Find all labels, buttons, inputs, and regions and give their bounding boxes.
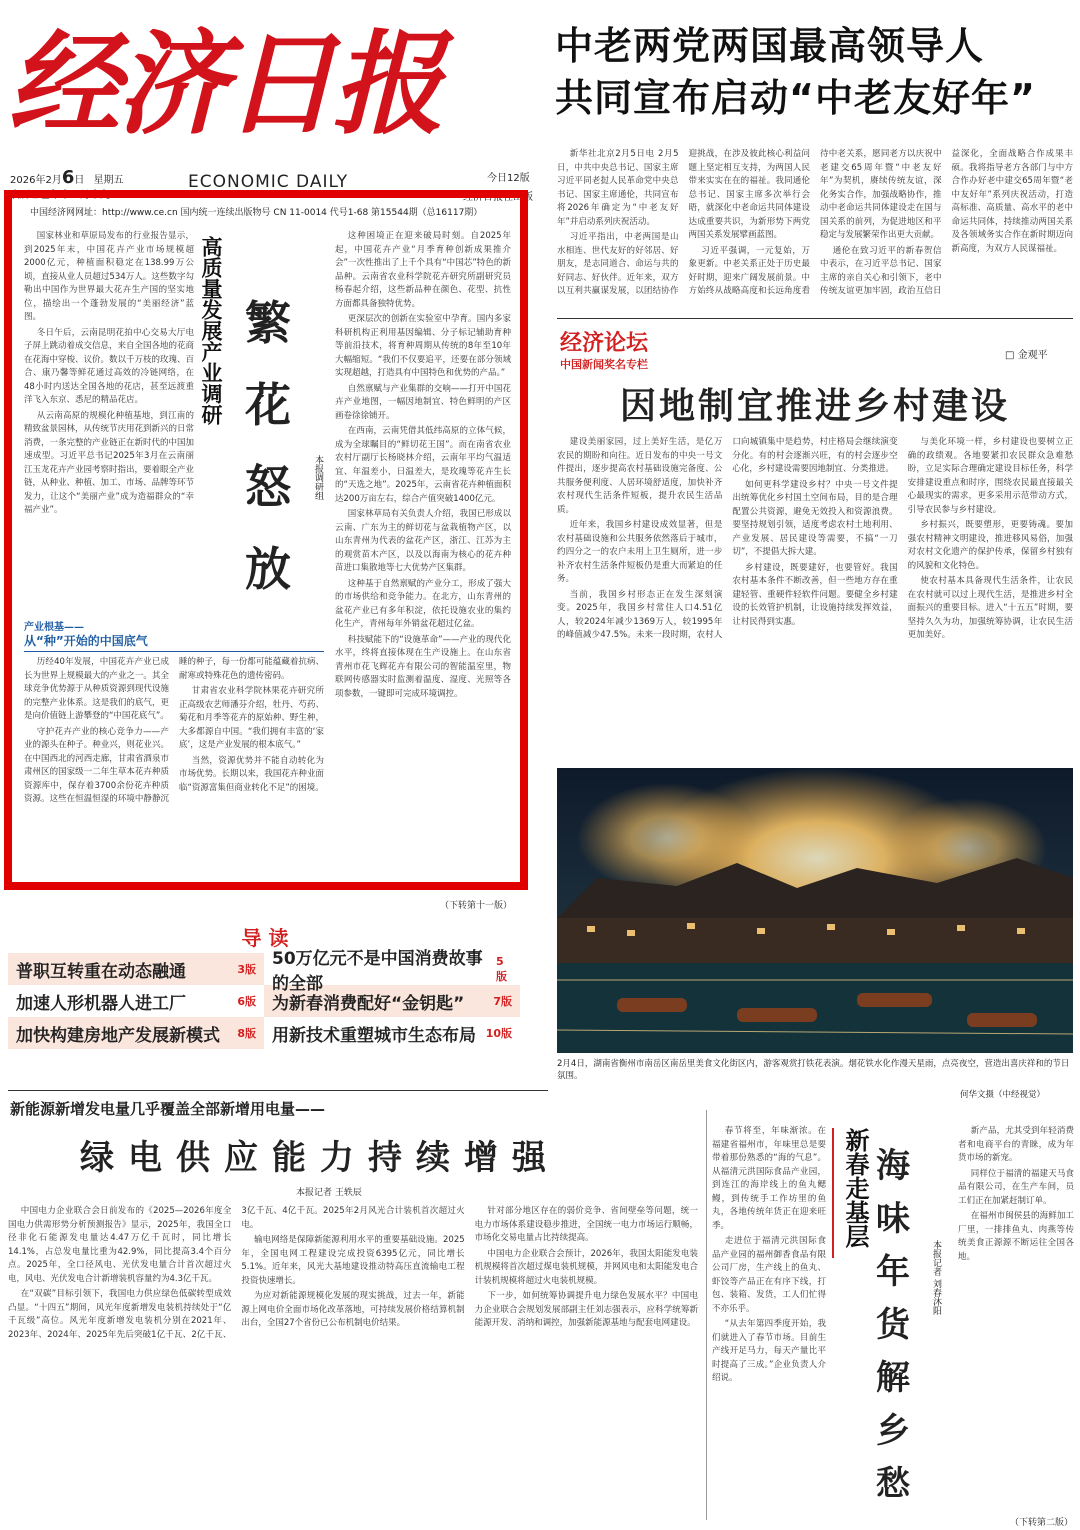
headline-char: 海: [876, 1146, 910, 1186]
newyear-byline: 本报记者 刘春沐阳: [931, 1240, 941, 1315]
paragraph: 为应对新能源规模化发展的现实挑战，过去一年，新能源上网电价全面市场化改革落地，可持续发展价格结算机制出台，全国27个省份已公布机制电价结果。: [241, 1291, 465, 1328]
paragraph: 针对部分地区存在的弱价竞争、省间壁垒等问题，统一电力市场体系建设稳步推进，全国统一电力市场运行顺畅，市场化交易电量占比持续提高。: [474, 1206, 698, 1243]
nav-item-page: 5版: [496, 954, 508, 983]
paragraph: “从去年第四季度开始，我们就进入了春节市场。目前生产线开足马力，每天产量比平时提高了三成。”企业负责人介绍说。: [712, 1319, 826, 1383]
paragraph: 同样位于福清的福建天马食品有限公司，在生产车间，员工们正在加紧赶制订单。: [958, 1168, 1074, 1206]
divider: [557, 318, 1073, 319]
paragraph: 新产品，尤其受到年轻消费者和电商平台的青睐，成为年货市场的新宠。: [958, 1126, 1074, 1163]
paragraph: 建设美丽家园，过上美好生活，是亿万农民的期盼和向往。近日发布的中央一号文件提出，逐步提高农村基础设施完备度、公共服务便利度、人居环境舒适度，加快补齐农村现代生活条件短板，提升农民生活品质。: [557, 437, 723, 515]
nav-item-page: 10版: [485, 1027, 512, 1040]
paragraph: 当然，资源优势并不能自动转化为市场优势。长期以来，我国花卉种业面临“资源富集但商业转化不足”的困境。: [179, 755, 324, 793]
paragraph: 输电网络是保障新能源利用水平的重要基础设施。2025年，全国电网工程建设完成投资6395亿元，同比增长5.1%。近年来，风光大基地建设推动特高压直流输电工程投资快速增长。: [241, 1235, 465, 1286]
paragraph: 守护花卉产业的核心竞争力——产业的源头在种子。种业兴，则花业兴。在中国西北的河西走廊，甘肃省酒泉市肃州区的国家级一二年生草本花卉种质资源库中，保存着3700余份花卉种质资源。这些在恒温恒湿的环境中静静沉睡的种子，每一份都可能蕴藏着抗病、耐寒或特殊花色的遗传密码。: [24, 657, 324, 804]
photo-credit: 何华文摄（中经视觉）: [960, 1090, 1046, 1100]
news-photo: [557, 768, 1073, 1053]
paragraph: 下一步，如何统筹协调提升电力绿色发展水平？中国电力企业联合会规划发展部副主任刘志强表示，应科学统筹新能源开发、消纳和调控，加强新能源基地与配套电网建设。: [474, 1291, 698, 1328]
date-day-suffix: 日: [74, 175, 85, 186]
divider: [8, 1090, 548, 1091]
nav-item-label: 用新技术重塑城市生态布局: [272, 1025, 476, 1046]
nav-item-label: 加快构建房地产发展新模式: [16, 1025, 220, 1046]
paragraph: 乡村建设，既要建好，也要管好。我国农村基本条件不断改善，但一些地方存在重建轻管、重硬件轻软件问题。要健全乡村建设的长效管护机制，让设施持续发挥效益，让村民得到实惠。: [732, 562, 898, 627]
paragraph: 在福州市闽侯县的海鲜加工厂里，一排排鱼丸、肉燕等传统美食正源源不断运往全国各地。: [958, 1211, 1074, 1262]
forum-column-name: 经济论坛: [560, 326, 648, 357]
feature-body-left: [24, 230, 194, 610]
headline-char: 繁: [245, 296, 291, 350]
paragraph: 国家林草局有关负责人介绍，我国已形成以云南、广东为主的鲜切花与盆栽植物产区，以山东青州为代表的盆花产区，浙江、江苏为主的观赏苗木产区，以及以海南为核心的花卉种苗进口集散地等七大优势产区集群。: [335, 509, 511, 573]
paragraph: 通伦在致习近平的新春贺信中表示，在习近平总书记、国家主席的亲自关心和引领下，老中传统友谊更加牢固，政治互信日益深化，全面战略合作成果丰硕。我将指导老方各部门与中方合作办好老中建交65周年暨“老中友好年”系列庆祝活动，打造高标准、高质量、高水平的老中命运共同体，持续推动两国关系及各领域务实合作在新时期迈向新高度，为双方人民谋福祉。: [820, 149, 1073, 296]
paragraph: 这种困境正在迎来破局时刻。自2025年起，中国花卉产业“月季育种创新成果推介会”一次性推出了上千个具有“中国芯”特色的新品种。云南省农业科学院花卉研究所副研究员杨春起介绍，这些新品种在颜色、花型、抗性方面都具备独特优势。: [335, 231, 511, 309]
feature-continued: （下转第十一版）: [440, 901, 513, 911]
forum-body: [557, 436, 1073, 756]
site-line: 中国经济网网址：http://www.ce.cn 国内统一连续出版物号 CN 11-0014 代号1-68 第15544期（总16117期）: [30, 208, 483, 218]
paragraph: 新华社北京2月5日电 2月5日，中共中央总书记、国家主席习近平同老挝人民革命党中央总书记、国家主席通伦，共同宣布将2026年确定为“中老友好年”并启动系列庆祝活动。: [557, 149, 679, 227]
headline-char: 味: [876, 1199, 910, 1239]
energy-byline: 本报记者 王轶辰: [296, 1188, 362, 1198]
feature-subsection-title: 从“种”开始的中国底气: [24, 632, 324, 652]
paragraph: 这种基于自然禀赋的产业分工，形成了强大的市场供给和竞争能力。在北方，山东青州的盆花产业已有多年积淀，依托设施农业的集约化生产，青州每年外销盆花超过亿盆。: [335, 578, 511, 629]
paragraph: 中国电力企业联合会预计，2026年，我国太阳能发电装机规模将首次超过煤电装机规模，并网风电和太阳能发电合计装机规模将超过火电装机规模。: [474, 1248, 698, 1286]
feature-kicker: 高质量发展产业调研: [199, 236, 223, 425]
forum-author: □ 金观平: [1005, 350, 1048, 361]
paragraph: 当前，我国乡村形态正在发生深刻演变。2025年，我国乡村常住人口4.51亿人，较2024年减少1369万人，较1995年的峰值减少47.5%。未来一段时期，农村人口向城镇集中是趋势，村庄格局会继续演变分化。有的村会逐渐兴旺，有的村会逐步空心化，乡村建设需要因地制宜、分类推进。: [557, 437, 898, 640]
nav-item-page: 6版: [237, 995, 256, 1008]
nav-item-page: 7版: [493, 995, 512, 1008]
paragraph: 冬日午后，云南昆明花拍中心交易大厅电子屏上跳动着成交信息，来自全国各地的花商在花海中穿梭、议价。数以千万枝的玫瑰、百合、康乃馨等鲜花通过高效的冷链网络，在48小时内送达全国各地的花店，甚至远渡重洋飞入东京、悉尼的精品花店。: [24, 327, 194, 405]
nav-item[interactable]: [8, 953, 264, 985]
paragraph: 甘肃省农业科学院林果花卉研究所正高级农艺师潘芬介绍，牡丹、芍药、菊花和月季等花卉的原始种、野生种，大多都源自中国。“我们拥有丰富的‘家底’，这是产业发展的根本底气。”: [179, 686, 324, 750]
weekday: 星期五: [93, 175, 124, 186]
newyear-continued: （下转第二版）: [1010, 1518, 1074, 1528]
feature-headline: [238, 282, 298, 610]
divider: [706, 1110, 707, 1520]
paragraph: 近年来，我国乡村建设成效显著，但是农村基础设施和公共服务依然落后于城市，约四分之一的农户未用上卫生厕所，进一步补齐农村生活条件短板仍是重大而紧迫的任务。: [557, 520, 723, 584]
lunar-date: 农历乙巳年十二月十九: [10, 190, 110, 201]
newyear-body-right: [958, 1125, 1074, 1515]
paragraph: 与美化环境一样，乡村建设也要树立正确的政绩观。各地要紧扣农民群众急难愁盼，立足实际合理确定建设目标任务，科学安排建设重点和时序，围绕农民最直接最关心最现实的需求，更多采用示范带动方式，引导农民参与乡村建设。: [907, 437, 1073, 515]
paragraph: 从云南高原的规模化种植基地，到江南的精致盆景园林，从传统节庆用花到新兴的日常消费，一条完整的产业链正在新时代的中国加速成型。习近平总书记2025年3月在云南丽江玉龙花卉产业园考察时指出，要着眼全产业链，从种业、种植、加工、市场、品牌等环节发力，让这个“美丽产业”成为造福群众的“幸福产业”。: [24, 410, 194, 515]
nav-box: [8, 949, 520, 1049]
nav-item-label: 50万亿元不是中国消费故事的全部: [272, 949, 483, 994]
feature-subsection-tag: 产业根基——: [24, 622, 84, 633]
energy-headline: 绿电供应能力持续增强: [80, 1138, 560, 1178]
paragraph: 乡村振兴，既要塑形，更要铸魂。要加强农村精神文明建设，推进移风易俗，加强对农村文化遗产的保护传承，保留乡村独有的风貌和文化特色。: [907, 520, 1073, 571]
lead-headline-line1: 中老两党两国最高领导人: [555, 24, 985, 68]
paragraph: 中国电力企业联合会日前发布的《2025—2026年度全国电力供需形势分析预测报告》显示，2025年，我国全口径非化石能源发电量达4.47万亿千瓦时，同比增长14.1%，占总发电量比重为42.9%，同比提高3.4个百分点。2025年，全口径风电、光伏发电量合计首次超过火电，风电、光伏发电合计新增装机容量约为4.3亿千瓦。: [8, 1206, 232, 1284]
paragraph: 在“双碳”目标引领下，我国电力供应绿色低碳转型成效凸显。“十四五”期间，风光年度新增发电装机持续处于“亿千瓦级”高位。风光年度新增发电装机分别在2021年、2023年、2024年、2025年先后突破1亿千瓦、2亿千瓦、3亿千瓦、4亿千瓦。2025年2月风光合计装机首次超过火电。: [8, 1206, 465, 1340]
nav-item[interactable]: [8, 985, 264, 1017]
paragraph: 自然禀赋与产业集群的交响——打开中国花卉产业地图，一幅因地制宜、特色鲜明的产区画卷徐徐铺开。: [335, 383, 511, 421]
publisher: 经济日报社出版: [463, 192, 533, 203]
headline-char: 花: [245, 378, 291, 432]
date: 2026年2月: [10, 175, 62, 186]
page-count: 今日12版: [487, 173, 530, 184]
headline-char: 放: [245, 542, 291, 596]
forum-headline: 因地制宜推进乡村建设: [619, 385, 1010, 427]
paragraph: 历经40年发展，中国花卉产业已成长为世界上规模最大的产业之一。其全球竞争优势源于从种质资源到现代设施的完整产业体系。这是我们的底气，更是向价值链上游攀登的“中国花底气”。: [24, 657, 169, 721]
headline-char: 愁: [876, 1464, 910, 1504]
nav-title: 导 读: [241, 926, 289, 950]
date-day: 6: [61, 167, 75, 188]
paragraph: 更深层次的创新在实验室中孕育。国内多家科研机构正利用基因编辑、分子标记辅助育种等前沿技术，将育种周期从传统的8年至10年大幅缩短。“我们不仅要追平，还要在部分领域实现超越，打造具有中国特色和优势的产品。”: [335, 314, 511, 378]
headline-char: 解: [876, 1358, 910, 1398]
nav-item-page: 8版: [237, 1027, 256, 1040]
photo-caption: 2月4日，湖南省衡州市南岳区南岳里美食文化街区内，游客观赏打铁花表演。烟花铁水化作漫天星雨，点亮夜空，营造出喜庆祥和的节日氛围。: [557, 1059, 1070, 1081]
paragraph: 春节将至，年味渐浓。在福建省福州市，年味里总是要带着那份熟悉的“海的气息”。从福清元洪国际食品产业园，到连江的海岸线上的鱼丸鳃鳗，到传统手工作坊里的鱼丸，各地传统年货正在迎来旺季。: [712, 1126, 826, 1231]
masthead-english: ECONOMIC DAILY: [188, 172, 349, 192]
nav-item[interactable]: [264, 1017, 520, 1049]
nav-item-label: 加速人形机器人进工厂: [16, 993, 186, 1014]
headline-char: 乡: [876, 1411, 910, 1451]
forum-sub-column: 中国新闻奖名专栏: [560, 358, 648, 371]
masthead-logo: 经济日报: [8, 19, 440, 150]
feature-byline: 本报调研组: [313, 455, 323, 500]
feature-body-lower: [24, 656, 324, 881]
energy-body: [8, 1205, 698, 1525]
nav-item-label: 为新春消费配好“金钥匙”: [272, 993, 465, 1014]
headline-char: 怒: [245, 460, 291, 514]
lead-body: [557, 148, 1073, 310]
headline-char: 货: [876, 1305, 910, 1345]
newyear-headline: [868, 1140, 918, 1511]
nav-item[interactable]: [264, 949, 520, 994]
paragraph: 习近平强调，一元复始，万象更新。中老关系正处于历史最好时期，迎来广阔发展前景。中方始终从战略高度和长远角度看待中老关系，愿同老方以庆祝中老建交65周年暨“中老友好年”为契机，赓续传统友谊，深化务实合作，加强战略协作，推动中老命运共同体建设走在国与国关系的前列，为促进地区和平稳定与发展繁荣作出更大贡献。: [688, 149, 942, 296]
paragraph: 如何更科学建设乡村？中央一号文件提出统筹优化乡村国土空间布局，目的是合理配置公共资源，避免无效投入和资源浪费。要坚持规划引领，适度考虑农村土地利用、产业发展、居民建设等需要，不搞“一刀切”，不提倡大拆大建。: [732, 479, 898, 557]
nav-item-page: 3版: [237, 963, 256, 976]
lead-headline-line2: 共同宣布启动“中老友好年”: [555, 76, 1036, 120]
energy-kicker: 新能源新增发电量几乎覆盖全部新增用电量——: [10, 1100, 326, 1118]
nav-item[interactable]: [8, 1017, 264, 1049]
nav-item[interactable]: [264, 985, 520, 1017]
newyear-body-left: [712, 1125, 826, 1525]
feature-body-right: [335, 230, 511, 890]
paragraph: 科技赋能下的“设施革命”——产业的现代化水平，终将直接体现在生产设施上。在山东省青州市花飞辉花卉有限公司的智能温室里，物联网传感器实时监测着温度、湿度、光照等各项参数，一键即可完成环境调控。: [335, 634, 511, 699]
nav-item-label: 普职互转重在动态融通: [16, 961, 186, 982]
paragraph: 在西南，云南凭借其低纬高原的立体气候，成为全球瞩目的“鲜切花王国”。而在南省农业农村厅副厅长杨晓林介绍，云南年平均气温适宜、年温差小，日温差大，是玫瑰等花卉生长的“天选之地”。2025年，云南省花卉种植面积达200万亩左右，综合产值突破1400亿元。: [335, 426, 511, 504]
newyear-column: 新春走基层: [832, 1128, 873, 1258]
paragraph: 使农村基本具备现代生活条件，让农民在农村就可以过上现代生活，是推进乡村全面振兴的重要目标。进入“十五五”时期，要坚持久久为功，加强统筹协调，让农民生活更加美好。: [907, 576, 1073, 640]
paragraph: 习近平指出，中老两国是山水相连、世代友好的好邻居、好朋友，是志同道合、命运与共的好同志、好伙伴。近年来，双方以互利共赢谋发展，以团结协作迎挑战，在涉及彼此核心利益问题上坚定相互支持，为两国人民带来实实在在的福祉。我同通伦总书记、国家主席多次举行会晤，就深化中老命运共同体建设达成重要共识，为新形势下两党两国关系发展擘画蓝图。: [557, 149, 810, 296]
lead-headline: [555, 20, 1075, 124]
paragraph: 国家林业和草原局发布的行业报告显示，到2025年末，中国花卉产业市场规模超2000亿元，种植面积稳定在138.99万公顷，直接从业人员超过534万人。这些数字勾勒出中国作为世界最大花卉生产国的坚实地位，描绘出一个蓬勃发展的“美丽经济”蓝图。: [24, 231, 194, 322]
headline-char: 年: [876, 1252, 910, 1292]
paragraph: 走进位于福清元洪国际食品产业园的福州御香食品有限公司厂房，生产线上的鱼丸、虾饺等产品正在有序下线，打包、装箱、发货，工人们忙得不亦乐乎。: [712, 1236, 826, 1314]
